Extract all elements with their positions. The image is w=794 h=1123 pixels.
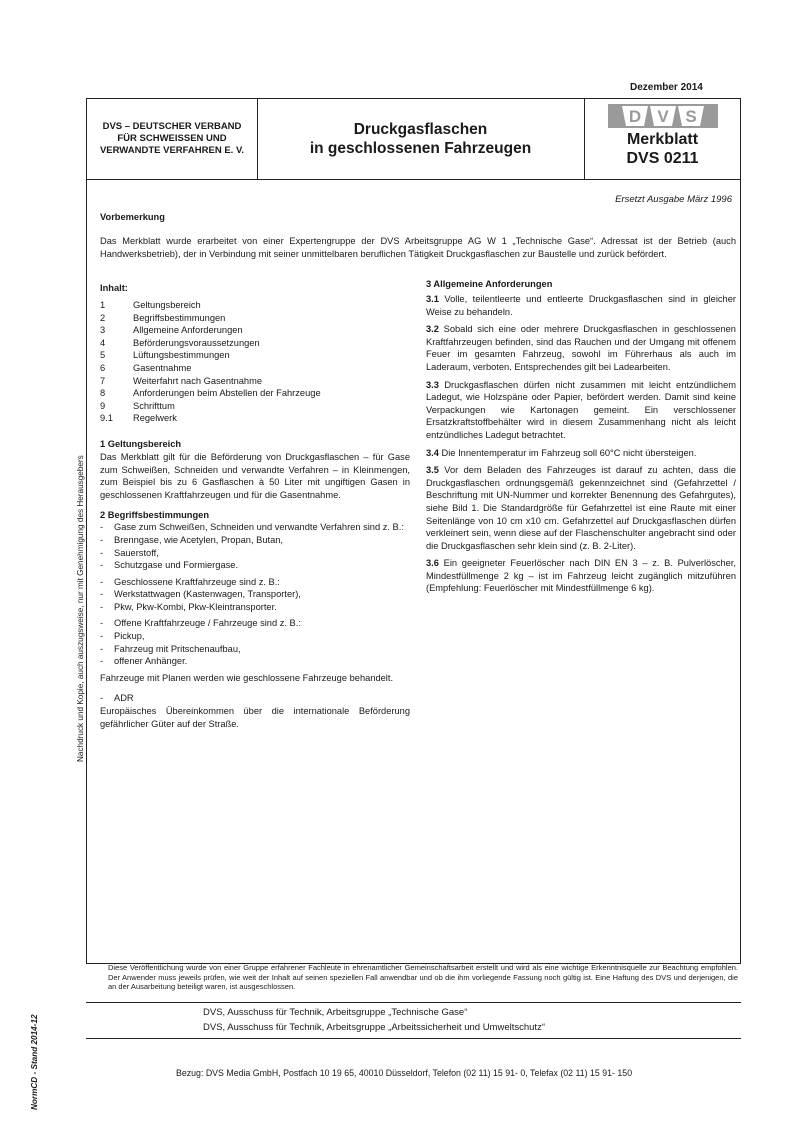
svg-text:D: D <box>628 107 642 126</box>
title-line: Druckgasflaschen <box>353 121 488 138</box>
numbered-paragraph <box>426 379 736 442</box>
merkblatt-id: DVS 0211 <box>626 150 699 167</box>
section1-heading: 1 Geltungsbereich <box>100 438 182 449</box>
paragraph-number: 3.6 <box>426 558 439 569</box>
vorbemerkung-text: Das Merkblatt wurde erarbeitet von einer Expertengruppe der DVS Arbeitsgruppe AG W 1 „Technische Gase“. Adressat ist der Betrieb (auch Handwerksbetrieb), der in Verbindung mit seiner unmittelbaren beruflichen Tätigkeit Druckgasflaschen zur Baustelle und zurück befördert. <box>100 236 736 259</box>
paragraph-number: 3.2 <box>426 324 439 335</box>
toc-label: Beförderungsvoraussetzungen <box>133 337 260 348</box>
numbered-paragraph <box>426 557 736 595</box>
publisher-block <box>87 99 258 179</box>
list-item: offener Anhänger. <box>114 656 188 667</box>
paragraph-text: Sobald sich eine oder mehrere Druckgasflaschen in geschlossenen Kraftfahrzeugen befinden, sind das Rauchen und der Umgang mit offenem Feuer im gesamten Fahrzeug, sowohl im Führerhaus als auch im Laderaum, verboten. Entsprechendes gilt bei Ladearbeiten. <box>426 324 736 372</box>
paragraph-text: Die Innentemperatur im Fahrzeug soll 60°C nicht übersteigen. <box>441 447 697 458</box>
list-item: Pickup, <box>114 631 145 642</box>
toc-number: 9.1 <box>100 413 113 424</box>
paragraph-number: 3.1 <box>426 294 439 304</box>
toc-label: Anforderungen beim Abstellen der Fahrzeuge <box>133 388 321 399</box>
paragraph-text: Druckgasflaschen dürfen nicht zusammen mit leicht entzündlichem Ladegut, wie Holzspäne oder Papier, befördert werden. Damit sind keine Verpackungen wie Kartonagen gemeint. Ein verschlossener Ersatzkraftstoffbehälter wird in diesem Zusammenhang nicht als leicht entzündliches Ladegut betrachtet. <box>426 379 736 440</box>
paragraph-number: 3.4 <box>426 447 439 458</box>
toc-number: 6 <box>100 362 106 373</box>
replaces-edition: Ersetzt Ausgabe März 1996 <box>615 194 732 205</box>
toc-heading: Inhalt: <box>100 283 128 293</box>
toc-item <box>100 400 410 413</box>
toc-number: 9 <box>100 400 106 411</box>
dvs-logo <box>608 104 718 128</box>
toc-number: 1 <box>100 300 106 310</box>
toc-number: 4 <box>100 337 106 348</box>
document-header <box>87 99 740 180</box>
divider <box>86 1038 741 1039</box>
definition-group: - Gase zum Schweißen, Schneiden und verwandte Verfahren sind z. B.: - Brenngase, wie Acetylen, Propan, Butan, - Sauerstoff, - Schutzgase und Formiergase. <box>100 522 404 571</box>
vorbemerkung-heading: Vorbemerkung <box>100 212 165 222</box>
paragraph-text: Vor dem Beladen des Fahrzeuges ist darauf zu achten, dass die Druckgasflaschen ordnungsgemäß gekennzeichnet sind (Gefahrzettel / Beschriftung mit UN-Nummer und korrekter Benennung des Gefahrgutes), siehe Bild 1. Die Standardgröße für Gefahrzettel ist eine Raute mit einer Seitenlänge von 10 cm x10 cm. Gefahrzettel auf Druckgasflaschen dürfen verkleinert sein, wenn diese auf der Flaschenschulter angebracht sind oder die Druckgasflaschen sehr klein sind (z. B. 2-Liter). <box>426 465 737 551</box>
definitions-list <box>100 521 410 668</box>
toc-number: 2 <box>100 312 106 323</box>
toc-item <box>100 387 410 400</box>
toc-item <box>100 362 410 375</box>
publisher-line: FÜR SCHWEISSEN UND <box>117 133 227 144</box>
svg-text:S: S <box>685 107 697 126</box>
merkblatt-block <box>584 99 741 179</box>
paragraph-text: Ein geeigneter Feuerlöscher nach DIN EN 3 – z. B. Pulverlöscher, Mindestfüllmenge 2 kg – ist im Fahrzeug leicht zugänglich mitzuführen (Empfehlung: Feuerlöscher mit Mindestfüllmenge 6 kg). <box>426 558 736 594</box>
publisher-line: VERWANDTE VERFAHREN E. V. <box>99 145 245 156</box>
list-item: Pkw, Pkw-Kombi, Pkw-Kleintransporter. <box>114 601 277 612</box>
toc-item <box>100 375 410 388</box>
toc-number: 3 <box>100 325 106 336</box>
toc-item <box>100 312 410 325</box>
right-column <box>426 279 736 600</box>
toc-label: Gasentnahme <box>133 362 192 373</box>
list-item: Brenngase, wie Acetylen, Propan, Butan, <box>114 534 284 545</box>
list-item: Schutzgase und Formiergase. <box>114 560 239 571</box>
definition-intro: Geschlossene Kraftfahrzeuge sind z. B.: <box>114 576 280 587</box>
numbered-paragraph <box>426 323 736 373</box>
issue-date: Dezember 2014 <box>630 82 703 93</box>
numbered-paragraph <box>426 464 736 552</box>
divider <box>86 1002 741 1003</box>
definition-group: - Offene Kraftfahrzeuge / Fahrzeuge sind z. B.: - Pickup, - Fahrzeug mit Pritschenaufbau, - offener Anhänger. <box>100 618 301 667</box>
paragraph-number: 3.3 <box>426 379 439 390</box>
toc-number: 7 <box>100 375 106 386</box>
committee-line: DVS, Ausschuss für Technik, Arbeitsgruppe „Arbeitssicherheit und Umweltschutz“ <box>203 1022 545 1033</box>
toc-label: Begriffsbestimmungen <box>133 312 226 323</box>
svg-text:V: V <box>657 107 669 126</box>
numbered-paragraph <box>426 447 736 460</box>
toc-label: Weiterfahrt nach Gasentnahme <box>133 375 263 386</box>
adr-label: ADR <box>114 693 134 704</box>
planen-note: Fahrzeuge mit Planen werden wie geschlossene Fahrzeuge behandelt. <box>100 672 394 683</box>
adr-text: Europäisches Übereinkommen über die internationale Beförderung gefährlicher Güter auf der Straße. <box>100 706 410 729</box>
toc-label: Geltungsbereich <box>133 300 201 310</box>
section1-text: Das Merkblatt gilt für die Beförderung von Druckgasflaschen – für Gase zum Schweißen, Schneiden und verwandte Verfahren – in Kleinmengen, zum Beispiel bis zu 6 Gasflaschen à 50 Liter mit ungiftigen Gasen in geschlossenen Kraftfahrzeugen und für die Gasentnahme. <box>100 451 410 500</box>
paragraph-text: Volle, teilentleerte und entleerte Druckgasflaschen sind in gleicher Weise zu behandeln. <box>426 294 736 317</box>
list-item: Werkstattwagen (Kastenwagen, Transporter), <box>114 589 301 600</box>
toc-item <box>100 349 410 362</box>
ordering-info: Bezug: DVS Media GmbH, Postfach 10 19 65, 40010 Düsseldorf, Telefon (02 11) 15 91- 0, Telefax (02 11) 15 91- 150 <box>176 1068 633 1078</box>
document-title <box>257 99 585 179</box>
numbered-paragraph <box>426 293 736 318</box>
toc-item <box>100 299 410 312</box>
section3-heading: 3 Allgemeine Anforderungen <box>426 279 553 289</box>
toc-label: Allgemeine Anforderungen <box>133 325 243 336</box>
merkblatt-number <box>584 130 741 168</box>
definition-intro: Offene Kraftfahrzeuge / Fahrzeuge sind z. B.: <box>114 618 301 629</box>
section3-paragraphs <box>426 293 736 595</box>
definition-intro: Gase zum Schweißen, Schneiden und verwandte Verfahren sind z. B.: <box>114 522 404 533</box>
toc-label: Lüftungsbestimmungen <box>133 350 230 361</box>
table-of-contents <box>100 299 410 425</box>
toc-label: Schrifttum <box>133 400 175 411</box>
disclaimer-note: Diese Veröffentlichung wurde von einer Gruppe erfahrener Fachleute in ehrenamtlicher Gemeinschaftsarbeit erstellt und wird als eine wichtige Erkenntnisquelle zur Beachtung empfohlen. Der Anwender muss jeweils prüfen, wie weit der Inhalt auf seinen speziellen Fall anwendbar und ob die ihm vorliegende Fassung noch gültig ist. Eine Haftung des DVS und derjenigen, die an der Ausarbeitung beteiligt waren, ist ausgeschlossen. <box>108 963 738 992</box>
list-item: Fahrzeug mit Pritschenaufbau, <box>114 643 241 654</box>
definition-group: - Geschlossene Kraftfahrzeuge sind z. B.: - Werkstattwagen (Kastenwagen, Transporter), - Pkw, Pkw-Kombi, Pkw-Kleintransporter. <box>100 576 301 612</box>
publisher-line: DVS – DEUTSCHER VERBAND <box>102 121 242 132</box>
toc-label: Regelwerk <box>133 413 177 424</box>
title-line: in geschlossenen Fahrzeugen <box>309 140 532 157</box>
toc-item <box>100 337 410 350</box>
merkblatt-label: Merkblatt <box>626 131 699 148</box>
copyright-notice: Nachdruck und Kopie, auch auszugsweise, nur mit Genehmigung des Herausgebers <box>76 455 85 762</box>
paragraph-number: 3.5 <box>426 465 439 476</box>
toc-item <box>100 412 410 425</box>
committee-line: DVS, Ausschuss für Technik, Arbeitsgruppe „Technische Gase“ <box>203 1007 468 1018</box>
section2-heading: 2 Begriffsbestimmungen <box>100 510 209 521</box>
toc-item <box>100 324 410 337</box>
toc-number: 5 <box>100 350 106 361</box>
list-item: Sauerstoff, <box>114 547 159 558</box>
normcd-stamp: NormCD - Stand 2014-12 <box>30 1014 39 1110</box>
left-column: Inhalt: 1 Geltungsbereich 2 Begriffsbestimmungen 3 Allgemeine Anforderungen 4 Beförderungsvoraussetzungen 5 Lüftungsbestimmungen 6 Gasentnahme 7 Weiterfahrt nach Gasentnahme 8 Anforderungen beim Abstellen der Fahrzeuge 9 Schrifttum 9.1 Regelwerk 1 Geltungsbereich Das Merkblatt gilt für die Beförderung von Druckgasflaschen – für Gase zum Schweißen, Schneiden und verwandte Verfahren – in Kleinmengen, zum Beispiel bis zu 6 Gasflaschen à 50 Liter mit ungiftigen Gasen in geschlossenen Kraftfahrzeugen und für die Gasentnahme. 2 Begriffsbestimmungen - Gase zum Schweißen, Schneiden und verwandte Verfahren sind z. B.: - Brenngase, wie Acetylen, Propan, Butan, - Sauerstoff, - Schutzgase und Formiergase. - Geschlossene Kraftfahrzeuge sind z. B.: - Werkstattwagen (Kastenwagen, Transporter), - Pkw, Pkw-Kombi, Pkw-Kleintransporter. - Offene Kraftfahrzeuge / Fahrzeuge sind z. B.: - Pickup, - Fahrzeug mit Pritschenaufbau, - offener Anhänger. Fahrzeuge mit Planen werden wie geschlossene Fahrzeuge behandelt. - ADR Europäisches Übereinkommen über die internationale Beförderung gefährlicher Güter auf der Straße. <box>100 283 410 729</box>
toc-number: 8 <box>100 388 106 399</box>
